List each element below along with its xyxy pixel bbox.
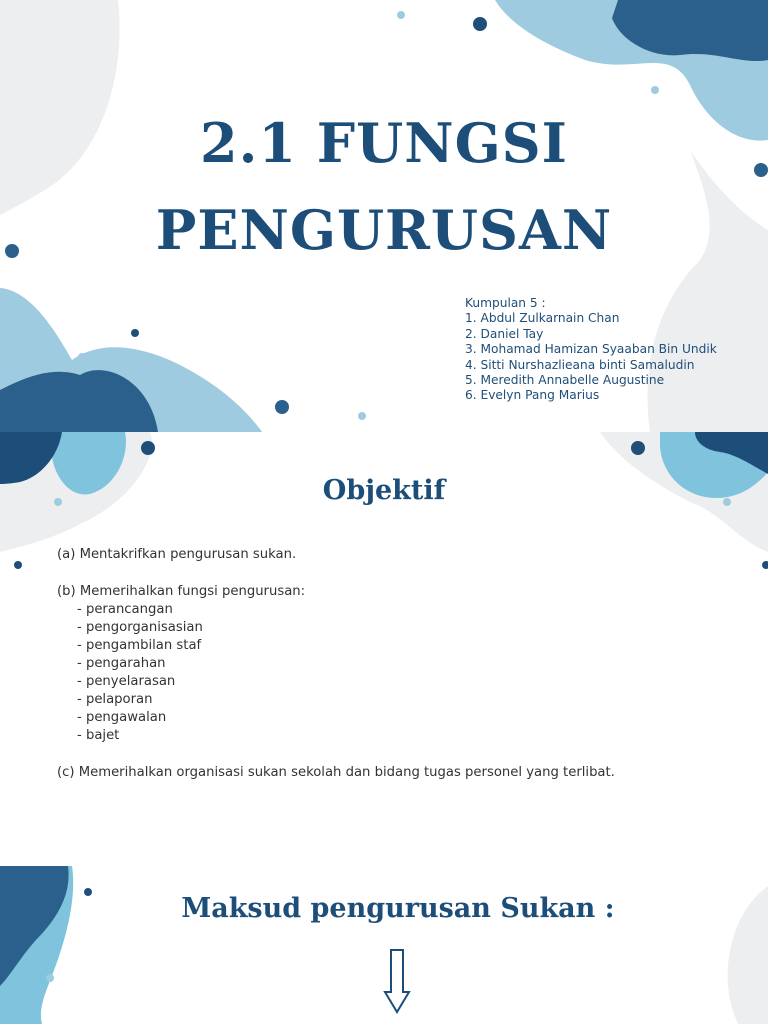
member-item: 6. Evelyn Pang Marius (465, 388, 600, 403)
member-item: 3. Mohamad Hamizan Syaaban Bin Undik (465, 342, 717, 357)
member-item: 4. Sitti Nurshazlieana binti Samaludin (465, 357, 695, 372)
function-item: - perancangan (77, 602, 173, 617)
group-members-list (465, 296, 717, 404)
objective-a: (a) Mentakrifkan pengurusan sukan. (57, 547, 297, 562)
function-item: - pelaporan (77, 692, 153, 707)
function-item: - pengawalan (77, 710, 167, 725)
function-item: - pengarahan (77, 656, 166, 671)
objective-b: (b) Memerihalkan fungsi pengurusan: (57, 584, 306, 599)
member-item: 1. Abdul Zulkarnain Chan (465, 311, 620, 326)
objective-c: (c) Memerihalkan organisasi sukan sekolah dan bidang tugas personel yang terlibat. (57, 765, 615, 780)
objectives-heading: Objektif (322, 475, 446, 506)
objectives-list (57, 546, 615, 782)
function-item: - pengorganisasian (77, 620, 203, 635)
group-label: Kumpulan 5 : (465, 296, 546, 310)
slide-title-line2: PENGURUSAN (155, 198, 613, 262)
member-item: 5. Meredith Annabelle Augustine (465, 373, 665, 388)
member-item: 2. Daniel Tay (465, 326, 544, 341)
definition-heading: Maksud pengurusan Sukan : (181, 893, 615, 924)
function-item: - penyelarasan (77, 674, 176, 689)
slide-title-line1: 2.1 FUNGSI (200, 111, 568, 175)
function-item: - bajet (77, 728, 120, 743)
function-item: - pengambilan staf (77, 638, 202, 653)
down-arrow-icon (383, 948, 411, 1014)
title-slide (0, 0, 768, 432)
objectives-slide (0, 432, 768, 866)
definition-slide (0, 866, 768, 1024)
